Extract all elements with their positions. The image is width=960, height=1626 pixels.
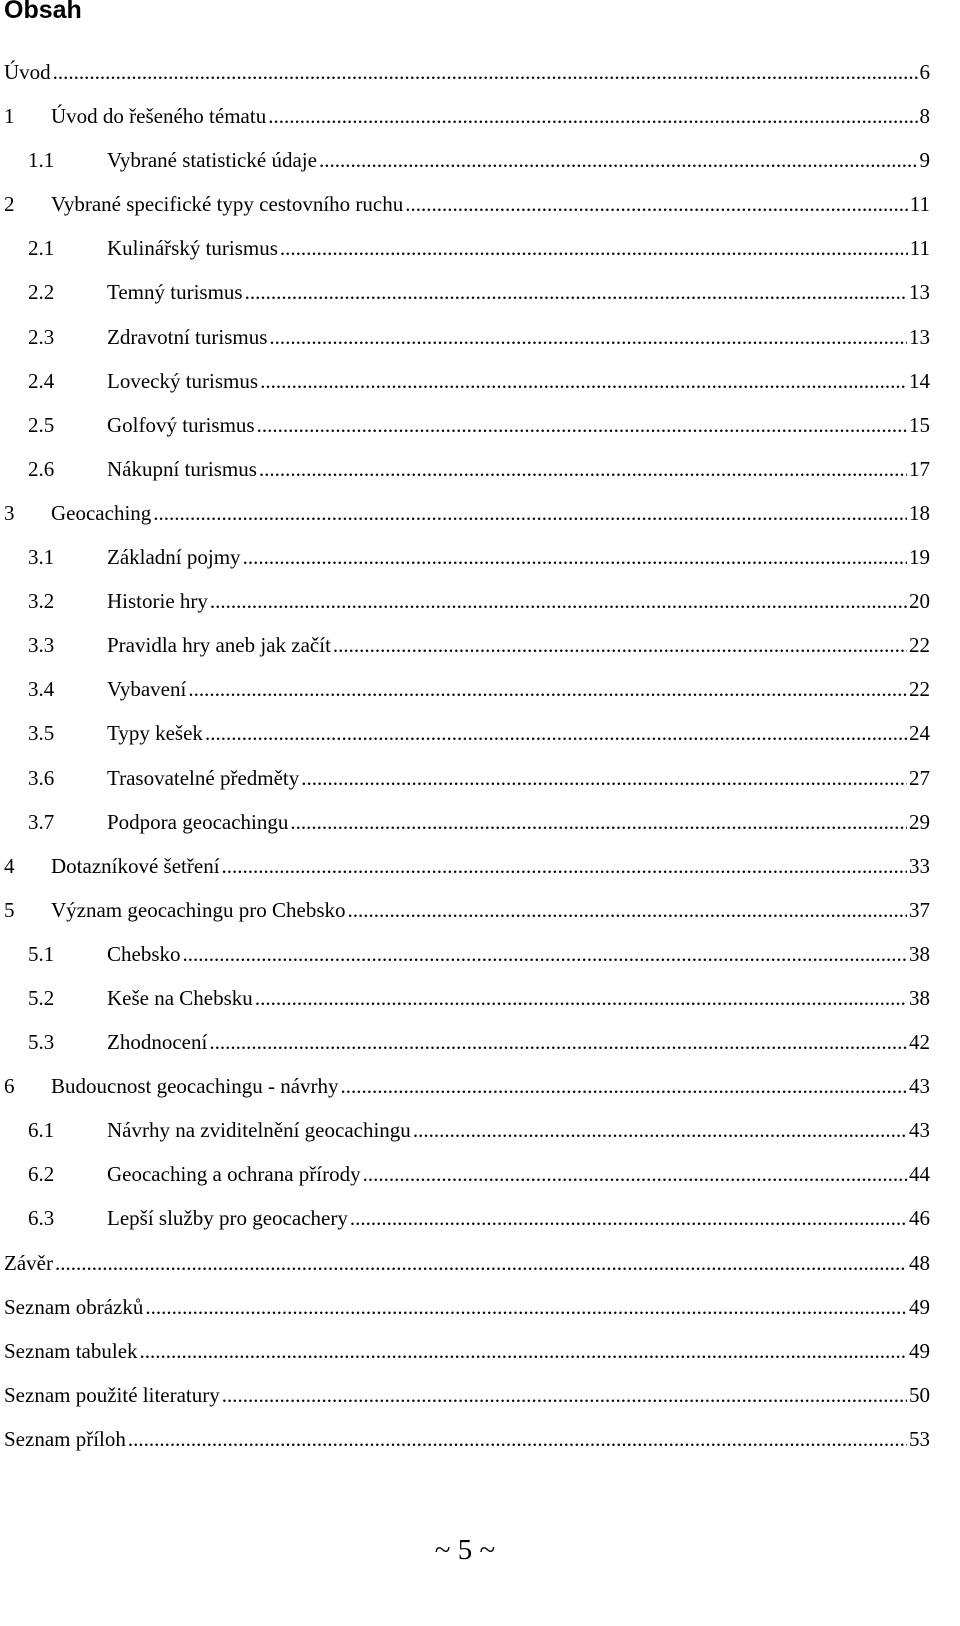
toc-entry-page-number: 18	[909, 500, 930, 525]
toc-entry-page-number: 9	[919, 148, 930, 173]
toc-entry[interactable]	[4, 138, 930, 182]
toc-entry-title: Historie hry	[107, 589, 208, 614]
toc-entry-page-number: 27	[909, 765, 930, 790]
toc-entry-page-number: 46	[909, 1206, 930, 1231]
toc-entry[interactable]	[4, 623, 930, 667]
toc-entry-number: 3.1	[28, 545, 55, 570]
toc-entry-number: 3.7	[28, 809, 55, 834]
toc-dot-leader	[128, 1417, 907, 1461]
toc-entry-page-number: 14	[909, 368, 930, 393]
toc-entry-number: 1	[4, 104, 15, 129]
toc-entry-title: Geocaching	[51, 500, 152, 525]
toc-entry-page-number: 49	[909, 1338, 930, 1363]
toc-entry-page-number: 13	[909, 280, 930, 305]
toc-entry-title: Seznam příloh	[4, 1426, 126, 1451]
toc-entry-title: Trasovatelné předměty	[107, 765, 300, 790]
toc-entry[interactable]	[4, 1285, 930, 1329]
toc-dot-leader	[259, 447, 907, 491]
toc-entry-number: 4	[4, 853, 15, 878]
toc-entry-number: 6.1	[28, 1118, 55, 1143]
toc-entry[interactable]	[4, 1020, 930, 1064]
toc-entry-title: Typy kešek	[107, 721, 203, 746]
toc-entry-number: 6.2	[28, 1162, 55, 1187]
toc-dot-leader	[333, 623, 907, 667]
toc-entry-title: Dotazníkové šetření	[51, 853, 220, 878]
toc-entry-page-number: 24	[909, 721, 930, 746]
toc-entry-number: 2.5	[28, 412, 55, 437]
toc-entry[interactable]	[4, 932, 930, 976]
toc-entry-title: Závěr	[4, 1250, 53, 1275]
toc-entry-number: 3.6	[28, 765, 55, 790]
toc-entry-number: 5.1	[28, 941, 55, 966]
toc-entry[interactable]	[4, 800, 930, 844]
toc-dot-leader	[405, 182, 908, 226]
toc-entry-title: Seznam použité literatury	[4, 1382, 220, 1407]
toc-entry-page-number: 33	[909, 853, 930, 878]
toc-entry-number: 3.4	[28, 677, 55, 702]
toc-entry[interactable]	[4, 447, 930, 491]
toc-entry-number: 2.6	[28, 456, 55, 481]
toc-entry[interactable]	[4, 888, 930, 932]
toc-entry-page-number: 49	[909, 1294, 930, 1319]
toc-entry-number: 5.3	[28, 1030, 55, 1055]
toc-entry[interactable]	[4, 491, 930, 535]
toc-entry-title: Golfový turismus	[107, 412, 255, 437]
toc-entry-page-number: 15	[909, 412, 930, 437]
toc-dot-leader	[210, 579, 907, 623]
toc-entry[interactable]	[4, 1241, 930, 1285]
toc-entry[interactable]	[4, 711, 930, 755]
toc-dot-leader	[350, 1196, 907, 1240]
toc-entry-number: 2.4	[28, 368, 55, 393]
toc-entry[interactable]	[4, 1329, 930, 1373]
toc-dot-leader	[140, 1329, 907, 1373]
toc-entry-number: 2	[4, 192, 15, 217]
toc-entry[interactable]	[4, 579, 930, 623]
toc-entry-number: 5	[4, 897, 15, 922]
toc-entry-number: 2.3	[28, 324, 55, 349]
toc-entry-page-number: 53	[909, 1426, 930, 1451]
toc-dot-leader	[269, 315, 907, 359]
toc-dot-leader	[280, 226, 908, 270]
page-title: Obsah	[4, 0, 82, 24]
toc-entry[interactable]	[4, 94, 930, 138]
toc-dot-leader	[222, 1373, 907, 1417]
toc-entry-number: 3.5	[28, 721, 55, 746]
toc-entry-page-number: 38	[909, 985, 930, 1010]
toc-entry-page-number: 22	[909, 633, 930, 658]
toc-entry-page-number: 11	[909, 236, 930, 261]
toc-entry[interactable]	[4, 1152, 930, 1196]
toc-entry-number: 5.2	[28, 985, 55, 1010]
toc-entry[interactable]	[4, 270, 930, 314]
toc-entry[interactable]	[4, 226, 930, 270]
toc-entry-title: Podpora geocachingu	[107, 809, 289, 834]
toc-entry-title: Seznam obrázků	[4, 1294, 144, 1319]
toc-entry-number: 6.3	[28, 1206, 55, 1231]
toc-dot-leader	[363, 1152, 907, 1196]
toc-entry[interactable]	[4, 1373, 930, 1417]
toc-entry[interactable]	[4, 50, 930, 94]
toc-entry-page-number: 50	[909, 1382, 930, 1407]
toc-dot-leader	[55, 1241, 907, 1285]
toc-dot-leader	[268, 94, 917, 138]
toc-entry-title: Vybrané specifické typy cestovního ruchu	[51, 192, 404, 217]
toc-entry-page-number: 13	[909, 324, 930, 349]
toc-dot-leader	[257, 403, 907, 447]
toc-dot-leader	[260, 359, 907, 403]
toc-entry-title: Základní pojmy	[107, 545, 241, 570]
toc-entry-title: Temný turismus	[107, 280, 243, 305]
toc-dot-leader	[188, 667, 907, 711]
toc-entry-number: 3.3	[28, 633, 55, 658]
toc-dot-leader	[245, 270, 907, 314]
toc-entry-title: Budoucnost geocachingu - návrhy	[51, 1074, 339, 1099]
toc-entry[interactable]	[4, 976, 930, 1020]
toc-entry[interactable]	[4, 1064, 930, 1108]
toc-entry-title: Kulinářský turismus	[107, 236, 278, 261]
toc-dot-leader	[348, 888, 907, 932]
toc-entry-title: Úvod do řešeného tématu	[51, 104, 267, 129]
toc-entry-title: Seznam tabulek	[4, 1338, 138, 1363]
toc-dot-leader	[341, 1064, 907, 1108]
table-of-contents	[4, 50, 930, 1461]
toc-entry-title: Zdravotní turismus	[107, 324, 268, 349]
toc-dot-leader	[319, 138, 918, 182]
toc-entry[interactable]	[4, 1108, 930, 1152]
toc-entry-number: 3	[4, 500, 15, 525]
toc-dot-leader	[301, 756, 907, 800]
toc-dot-leader	[183, 932, 908, 976]
toc-entry-title: Návrhy na zviditelnění geocachingu	[107, 1118, 411, 1143]
toc-entry-page-number: 43	[909, 1118, 930, 1143]
toc-entry-title: Význam geocachingu pro Chebsko	[51, 897, 346, 922]
toc-entry-page-number: 38	[909, 941, 930, 966]
toc-entry[interactable]	[4, 756, 930, 800]
toc-entry-title: Úvod	[4, 60, 51, 84]
page-number-footer: ~ 5 ~	[434, 1534, 496, 1566]
toc-entry-title: Lepší služby pro geocachery	[107, 1206, 348, 1231]
toc-entry-page-number: 43	[909, 1074, 930, 1099]
toc-dot-leader	[209, 1020, 907, 1064]
toc-entry-title: Pravidla hry aneb jak začít	[107, 633, 331, 658]
toc-entry-number: 1.1	[28, 148, 55, 173]
toc-entry[interactable]	[4, 667, 930, 711]
toc-dot-leader	[53, 50, 918, 94]
toc-entry[interactable]	[4, 1196, 930, 1240]
toc-dot-leader	[290, 800, 907, 844]
toc-entry-title: Lovecký turismus	[107, 368, 259, 393]
toc-entry-number: 2.2	[28, 280, 55, 305]
toc-entry-title: Nákupní turismus	[107, 456, 257, 481]
toc-entry-page-number: 48	[909, 1250, 930, 1275]
toc-entry[interactable]	[4, 844, 930, 888]
toc-entry-page-number: 37	[909, 897, 930, 922]
toc-entry-page-number: 8	[919, 104, 930, 129]
toc-entry-title: Zhodnocení	[107, 1030, 208, 1055]
toc-entry-title: Keše na Chebsku	[107, 985, 253, 1010]
toc-entry-page-number: 19	[909, 545, 930, 570]
toc-entry[interactable]	[4, 1417, 930, 1461]
toc-entry-number: 3.2	[28, 589, 55, 614]
toc-entry-title: Chebsko	[107, 941, 181, 966]
toc-entry-page-number: 20	[909, 589, 930, 614]
toc-dot-leader	[145, 1285, 907, 1329]
toc-entry[interactable]	[4, 535, 930, 579]
toc-dot-leader	[153, 491, 907, 535]
toc-entry-page-number: 22	[909, 677, 930, 702]
toc-entry-number: 2.1	[28, 236, 55, 261]
toc-dot-leader	[255, 976, 907, 1020]
toc-entry-page-number: 11	[909, 192, 930, 217]
toc-entry-page-number: 42	[909, 1030, 930, 1055]
toc-entry-title: Vybrané statistické údaje	[107, 148, 317, 173]
toc-dot-leader	[413, 1108, 907, 1152]
toc-dot-leader	[222, 844, 907, 888]
toc-entry[interactable]	[4, 182, 930, 226]
toc-entry-title: Vybavení	[107, 677, 187, 702]
toc-entry[interactable]	[4, 403, 930, 447]
toc-dot-leader	[243, 535, 907, 579]
toc-entry-page-number: 29	[909, 809, 930, 834]
toc-entry-number: 6	[4, 1074, 15, 1099]
toc-entry[interactable]	[4, 359, 930, 403]
toc-entry-page-number: 17	[909, 456, 930, 481]
toc-dot-leader	[205, 711, 907, 755]
toc-entry-title: Geocaching a ochrana přírody	[107, 1162, 361, 1187]
toc-entry[interactable]	[4, 315, 930, 359]
toc-entry-page-number: 44	[909, 1162, 930, 1187]
toc-entry-page-number: 6	[919, 60, 930, 84]
